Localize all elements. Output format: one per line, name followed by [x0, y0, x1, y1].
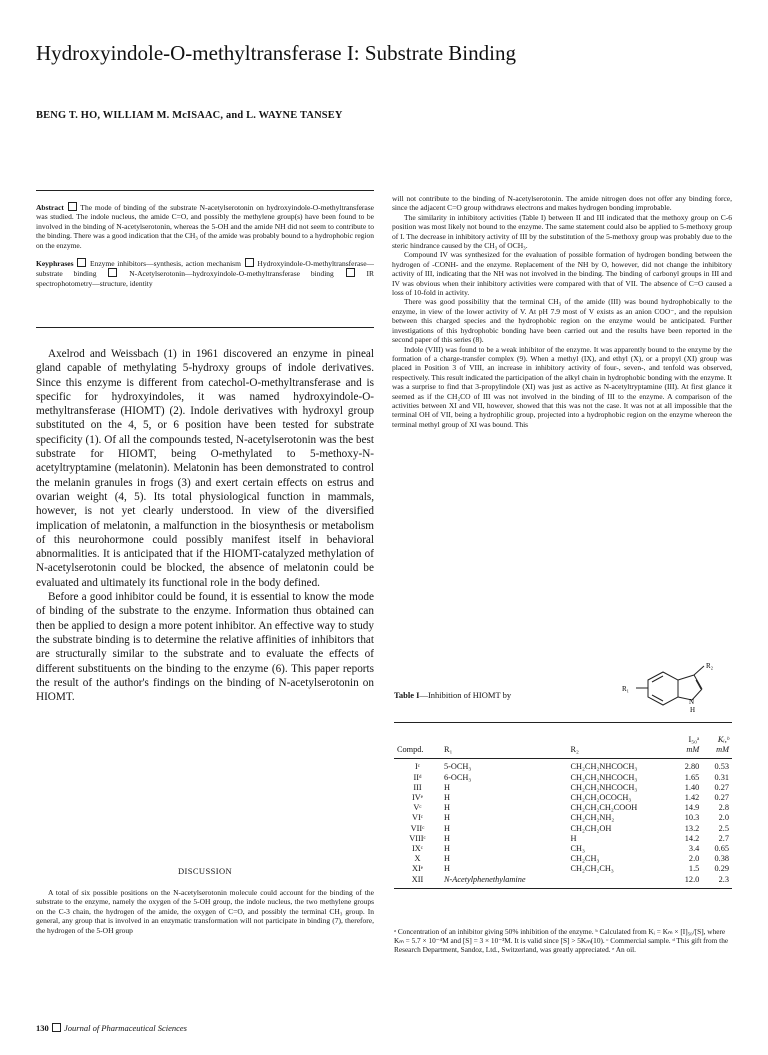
cell-compd: Iᶜ [415, 762, 420, 772]
cell-i50: 2.0 [688, 854, 700, 864]
table-row [394, 875, 732, 889]
table-caption-label: Table I [394, 690, 420, 700]
body-paragraph: Compound IV was synthesized for the evaluation of possible formation of hydrogen bonding between the hydrogen of -CONH- and the enzyme. Replacement of the NH by O, however, did not change the inhibitory activity of III, indicating that the NH was not involved in the binding. The binding of carbonyl groups in III and IV was obvious when their inhibitory activities were compared with that of VII. The absence of C=O caused a loss of 10-fold in activity. [392, 250, 732, 298]
table-top-rule [394, 722, 732, 723]
intro-text [36, 347, 374, 837]
cell-r1: H [443, 844, 450, 854]
table-row [394, 854, 732, 864]
pyrrole-bond [694, 675, 702, 689]
table-body [394, 759, 732, 888]
body-paragraph: will not contribute to the binding of N-acetylserotonin. The amide nitrogen does not offer any binding force, since the adjacent C=O group withdraws electrons and makes hydrogen bonding improbable. [392, 194, 732, 213]
cell-i50: 10.3 [684, 813, 700, 823]
intro-paragraph: Axelrod and Weissbach (1) in 1961 discovered an enzyme in pineal gland capable of methylating 5-hydroxy groups of indole derivatives. Since this enzyme is different from catechol-O-methyltransferase and is specific for hydroxyindoles, it was named hydroxyindole-O-methyltransferase (HIOMT) (2). Indole derivatives with hydroxyl group substituted on the 4, 5, or 6 position have been tested for substrate specificity (1). Of all the compounds tested, N-acetylserotonin was the best substrate for HIOMT, being O-methylated to 5-methoxy-N-acetyltryptamine (melatonin). Melatonin has been demonstrated to control the melanin granules in frogs (3) and exert certain effects on estrus and ovarian weight (4, 5). Its total physiological function in mammals, however, is not yet clearly understood. In view of the diversified implication of melatonin, a malfunction in the biosynthesis or metabolism of this neurohormone could possibly manifest itself in behavioral abnormalities. It is anticipated that if the HIOMT-catalyzed methylation of N-acetylserotonin could be blocked, the absence of melatonin could be evaluated and ultimately its functional role in the body defined. [36, 348, 374, 589]
box-icon [77, 258, 86, 267]
article-title: Hydroxyindole-O-methyltransferase I: Substrate Binding [36, 41, 516, 65]
right-column-text [392, 194, 732, 664]
cell-r1: H [443, 833, 450, 843]
double-bond [696, 680, 701, 689]
cell-r2: CH₂CH₂NHCOCH₃ [570, 762, 638, 772]
cell-i50: 2.80 [684, 762, 700, 772]
keyphrases-label: Keyphrases [36, 259, 74, 269]
cell-i50: 1.40 [684, 782, 700, 792]
cell-compd: III [413, 782, 422, 792]
cell-ki: 0.27 [714, 793, 729, 803]
indole-structure-diagram [620, 660, 735, 720]
inhibition-table [394, 735, 732, 889]
box-icon [68, 202, 77, 211]
cell-r1: H [443, 782, 450, 792]
cell-r2 [568, 875, 673, 889]
cell-r1: H [443, 803, 450, 813]
cell-i50: 13.2 [684, 823, 700, 833]
cell-r1: H [443, 854, 450, 864]
pyrrole-bond [678, 675, 694, 680]
cell-r1: N-Acetylphenethylamine [441, 875, 568, 889]
r2-bond [694, 666, 704, 675]
cell-i50: 14.2 [684, 833, 700, 843]
keyphrase-item: N-Acetylserotonin—hydroxyindole-O-methyltransferase binding [129, 269, 334, 279]
keyphrase-item: Hydroxyindole-O-methyltransferase—substrate binding [36, 259, 374, 279]
cell-i50: 1.42 [684, 793, 700, 803]
cell-compd: XII [394, 875, 441, 889]
cell-r2: CH₂CH₂CH₃ [570, 864, 614, 874]
cell-r1: H [443, 864, 450, 874]
cell-ki: 0.31 [714, 772, 729, 782]
cell-r2: CH₂CH₂CH₂COOH [570, 803, 638, 813]
header-r1: R₁ [441, 735, 568, 759]
cell-ki: 2.0 [718, 813, 729, 823]
table-row [394, 834, 732, 844]
cell-ki: 0.29 [714, 864, 729, 874]
cell-r2: CH₂CH₂NHCOCH₃ [570, 782, 638, 792]
cell-compd: VIIIᶜ [409, 833, 426, 843]
benzene-ring [648, 672, 678, 705]
table-caption [394, 690, 511, 700]
box-icon [52, 1023, 61, 1032]
cell-r2: CH₂CH₂OH [570, 823, 612, 833]
box-icon [346, 268, 355, 277]
cell-compd: IIᵈ [413, 772, 422, 782]
cell-i50: 1.5 [688, 864, 700, 874]
footnote: ᵃ Concentration of an inhibitor giving 50% inhibition of the enzyme. ᵇ Calculated from Kᵢ = Kₘ × [I]₅₀/[S], where Kₘ = 5.7 × 10⁻⁴M and [S] = 3 × 10⁻³M. It is valid since [S] > 5Kₘ(10). ᶜ Commercial sample. ᵈ This gift from the Research Department, Sandoz, Ltd., Switzerland, was greatly appreciated. ᵉ An oil. [394, 927, 729, 954]
page-footer [36, 1023, 187, 1033]
author-line: BENG T. HO, WILLIAM M. McISAAC, and L. WAYNE TANSEY [36, 110, 343, 121]
table-row [394, 824, 732, 834]
cell-r2: CH₃ [570, 844, 585, 854]
keyphrase-item: Enzyme inhibitors—synthesis, action mechanism [90, 259, 241, 269]
cell-i50: 1.65 [684, 772, 700, 782]
journal-name: Journal of Pharmaceutical Sciences [64, 1023, 187, 1033]
table-footnotes [394, 928, 732, 954]
cell-compd: Vᶜ [413, 803, 422, 813]
table-row [394, 803, 732, 813]
abstract-text: The mode of binding of the substrate N-acetylserotonin on hydroxyindole-O-methyltransferase was studied. The indole nucleus, the amide C=O, and possibly the methylene group(s) have been found to be involved in the binding of N-acetylserotonin, whereas the 5-OH and the amide NH did not seem to contribute to the binding. There was a good indication that the CH₃ of the amide was probably bound to a hydrophobic region on the enzyme. [36, 203, 374, 250]
cell-r2: H [570, 833, 577, 843]
cell-compd: VIIᶜ [410, 823, 425, 833]
table-header-row [394, 735, 732, 759]
abstract-bottom-rule [36, 327, 374, 328]
cell-r2: CH₂CH₂NHCOCH₃ [570, 772, 638, 782]
box-icon [108, 268, 117, 277]
cell-ki: 0.27 [714, 782, 729, 792]
cell-i50: 3.4 [688, 844, 700, 854]
body-paragraph: There was good possibility that the terminal CH₃ of the amide (III) was bound hydrophobically to the enzyme, in view of the lower activity of V. At pH 7.9 most of V exists as an anion COO⁻, and the repulsion between this charged species and the hydrophobic region on the enzyme would be anticipated. Further investigations of this hydrophobic bonding have been carried out and the results have been reported in the second paper of this series (8). [392, 297, 732, 345]
header-i50: I₅₀ᵃ mM [673, 735, 703, 759]
cell-r1: 5-OCH₃ [443, 762, 472, 772]
header-compd: Compd. [394, 735, 441, 759]
r2-label: R₂ [706, 662, 714, 670]
cell-i50: 12.0 [673, 875, 703, 889]
intro-paragraph: Before a good inhibitor could be found, it is essential to know the mode of binding of the substrate to the enzyme. Information thus obtained can then be applied to design a more potent inhibitor. An effective way to study the substrate binding is to determine the relative affinities of inhibitors that are structurally similar to the substrate and to evaluate the effects of different substituents on the binding to the enzyme (6). This paper reports the result of the author's findings on the binding of N-acetylserotonin on HIOMT. [36, 591, 374, 704]
discussion-paragraph: A total of six possible positions on the N-acetylserotonin molecule could account for the binding of the substrate to the enzyme, namely the oxygen of the 5-OH group, the indole nucleus, the two methylene groups on the C-3 chain, the hydrogen of the amide, the oxygen of C=O, and possibly the terminal CH₃ group. In general, any group that is involved in an enzymatic transformation will not participate in binding (7), therefore, the hydrogen of the 5-OH group [36, 888, 374, 935]
discussion-heading: DISCUSSION [177, 866, 233, 876]
cell-ki: 0.53 [714, 762, 729, 772]
table-row [394, 783, 732, 793]
discussion-left [36, 888, 374, 998]
cell-r1: H [443, 813, 450, 823]
cell-r2: CH₂CH₂NH₂ [570, 813, 615, 823]
abstract-label: Abstract [36, 203, 64, 212]
cell-compd: X [414, 854, 421, 864]
box-icon [245, 258, 254, 267]
header-r2: R₂ [568, 735, 673, 759]
body-paragraph: The similarity in inhibitory activities (Table I) between II and III indicated that the methoxy group on C-6 position was most likely not bound to the enzyme. The same statement could also be applied to 5-methoxy group of I. The decrease in inhibitory activity of III by the substitution of the 5-methoxy group was probably due to the steric hindrance caused by the CH₃ of OCH₃. [392, 212, 732, 251]
nh-n-label: N [689, 698, 695, 706]
abstract-top-rule [36, 190, 374, 191]
table-row [394, 864, 732, 874]
table-row [394, 793, 732, 803]
header-ki: Kᵢ,ᵇ mM [702, 735, 732, 759]
cell-compd: IXᶜ [412, 844, 423, 854]
nh-h-label: H [690, 706, 696, 714]
cell-r1: H [443, 793, 450, 803]
table-caption-text: —Inhibition of HIOMT by [419, 690, 512, 700]
cell-compd: VIᶜ [412, 813, 423, 823]
table-row [394, 759, 732, 773]
cell-r1: H [443, 823, 450, 833]
cell-compd: IVᵉ [412, 793, 423, 803]
r1-label: R₁ [622, 685, 630, 693]
table-row [394, 813, 732, 823]
cell-ki: 2.7 [718, 833, 729, 843]
cell-ki: 0.38 [714, 854, 729, 864]
cell-ki: 2.8 [718, 803, 729, 813]
cell-compd: XIᵉ [412, 864, 423, 874]
cell-ki: 2.3 [702, 875, 732, 889]
cell-r2: CH₂CH₃ [570, 854, 600, 864]
body-paragraph: Indole (VIII) was found to be a weak inhibitor of the enzyme. It was apparently bound to the enzyme by the formation of a charge-transfer complex (9). When a methyl (IX), and ethyl (X), or a propyl (XI) group was placed in Position 3 of VIII, an increase in inhibitory activity of four-, seven-, and tenfold was observed, respectively. This result indicated the participation of the alkyl chain in hydrophobic bonding with the enzyme. It was a surprise to find that 3-propylindole (XI) was just as active as N-acetyltryptamine (III). At first glance it seemed as if the CH₂CO of III was not involved in the binding of III to the enzyme. A comparison of the activities between XI and VII, however, showed that this was not the case. It was not at all impossible that the terminal OH of VII, being a hydrophilic group, projected into a hydrophobic region on the enzyme whereon the terminal methyl group of XI was bound. This [392, 344, 732, 429]
page-number: 130 [36, 1023, 49, 1033]
cell-r2: CH₂CH₂OCOCH₃ [570, 793, 632, 803]
keyphrase-item: IR spectrophotometry—structure, identity [36, 269, 374, 288]
abstract-block [36, 202, 374, 288]
table-row [394, 773, 732, 783]
cell-i50: 14.9 [684, 803, 700, 813]
cell-r1: 6-OCH₃ [443, 772, 472, 782]
cell-ki: 0.65 [714, 844, 729, 854]
table-row [394, 844, 732, 854]
cell-ki: 2.5 [718, 823, 729, 833]
